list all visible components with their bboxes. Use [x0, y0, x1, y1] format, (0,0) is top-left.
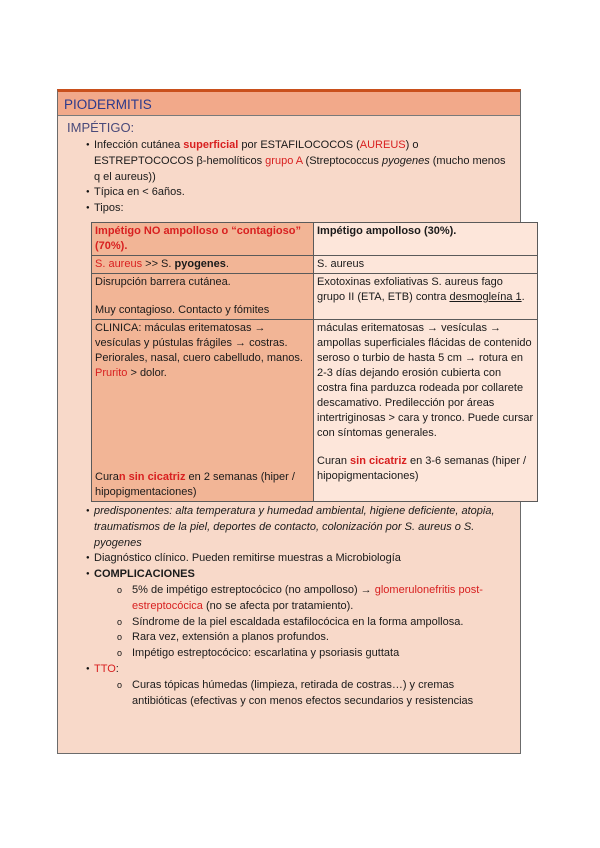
desmogleina-link: desmogleína 1: [449, 290, 522, 303]
list-item: ● TTO: o Curas tópicas húmedas (limpieza, retirada de costras…) y cremas antibióticas (efectivas y con menos efectos secundarios y resistencias: [67, 662, 512, 709]
list-item: ● Diagnóstico clínico. Pueden remitirse muestras a Microbiología: [67, 551, 512, 567]
list-item: ● COMPLICACIONES o 5% de impétigo estreptocócico (no ampolloso) → glomerulonefritis post-estreptocócica (no se afecta por tratamiento). o Síndrome de la piel escaldada estafilocócica en la forma ampollosa. o Rara vez, extensión a planos profundos. o Impétigo estreptocócico: escarlatina y psoriasis guttata: [67, 567, 512, 662]
table-cell: Disrupción barrera cutánea. Muy contagioso. Contacto y fómites: [92, 273, 314, 319]
highlight-aureus: AUREUS: [359, 139, 406, 151]
highlight-grupo-a: grupo A: [265, 154, 303, 167]
table-row: [92, 273, 538, 319]
types-table: [91, 222, 538, 502]
list-item: ● Tipos:: [67, 201, 512, 217]
bullet-list-top: [67, 138, 512, 217]
list-item: o Síndrome de la piel escaldada estafilocócica en la forma ampollosa.: [94, 615, 512, 631]
content-body: [58, 116, 534, 753]
list-item: o Curas tópicas húmedas (limpieza, retirada de costras…) y cremas antibióticas (efectivas y con menos efectos secundarios y resistencias: [94, 678, 512, 710]
table-row: [92, 255, 538, 273]
document-frame: [57, 89, 534, 754]
list-item: ● Infección cutánea superficial por ESTAFILOCOCOS (AUREUS) o ESTREPTOCOCOS β-hemolíticos grupo A (Streptococcus pyogenes (mucho menos q el aureus)): [67, 138, 512, 185]
list-item: o Rara vez, extensión a planos profundos.: [94, 630, 512, 646]
page-title: PIODERMITIS: [58, 92, 520, 116]
section-title: IMPÉTIGO:: [67, 120, 135, 135]
table-cell: Exotoxinas exfoliativas S. aureus fago grupo II (ETA, ETB) contra desmogleína 1.: [314, 273, 538, 319]
table-cell: CLINICA: máculas eritematosas → vesículas y pústulas frágiles → costras. Periorales, nasal, cuero cabelludo, manos. Prurito > dolor. Curan sin cicatriz en 2 semanas (hiper / hipopigmentaciones): [92, 319, 314, 501]
complications-list: [94, 583, 512, 662]
table-cell: S. aureus >> S. pyogenes.: [92, 255, 314, 273]
tto-label: TTO: [94, 662, 116, 675]
list-item: o 5% de impétigo estreptocócico (no ampolloso) → glomerulonefritis post-estreptocócica (no se afecta por tratamiento).: [94, 583, 512, 615]
list-item: o Impétigo estreptocócico: escarlatina y psoriasis guttata: [94, 646, 512, 662]
table-row: [92, 319, 538, 501]
table-header-row: [92, 222, 538, 255]
table-header-left: Impétigo NO ampolloso o “contagioso” (70%).: [92, 222, 314, 255]
table-header-right: Impétigo ampolloso (30%).: [314, 222, 538, 255]
list-item: ● predisponentes: alta temperatura y humedad ambiental, higiene deficiente, atopia, traumatismos de la piel, deportes de contacto, colonización por S. aureus o S. pyogenes: [67, 504, 512, 551]
list-item: ● Típica en < 6años.: [67, 185, 512, 201]
table-cell: S. aureus: [314, 255, 538, 273]
bullet-list-bottom: [67, 504, 512, 709]
tto-list: [94, 678, 512, 710]
highlight-superficial: superficial: [183, 139, 239, 151]
table-cell: máculas eritematosas → vesículas → ampollas superficiales flácidas de contenido seroso o turbio de hasta 5 cm → rotura en 2-3 días dejando erosión cubierta con costra fina parduzca rodeada por collarete descamativo. Predilección por áreas intertriginosas > cara y tronco. Puede cursar con síntomas generales. Curan sin cicatriz en 3-6 semanas (hiper / hipopigmentaciones): [314, 319, 538, 501]
